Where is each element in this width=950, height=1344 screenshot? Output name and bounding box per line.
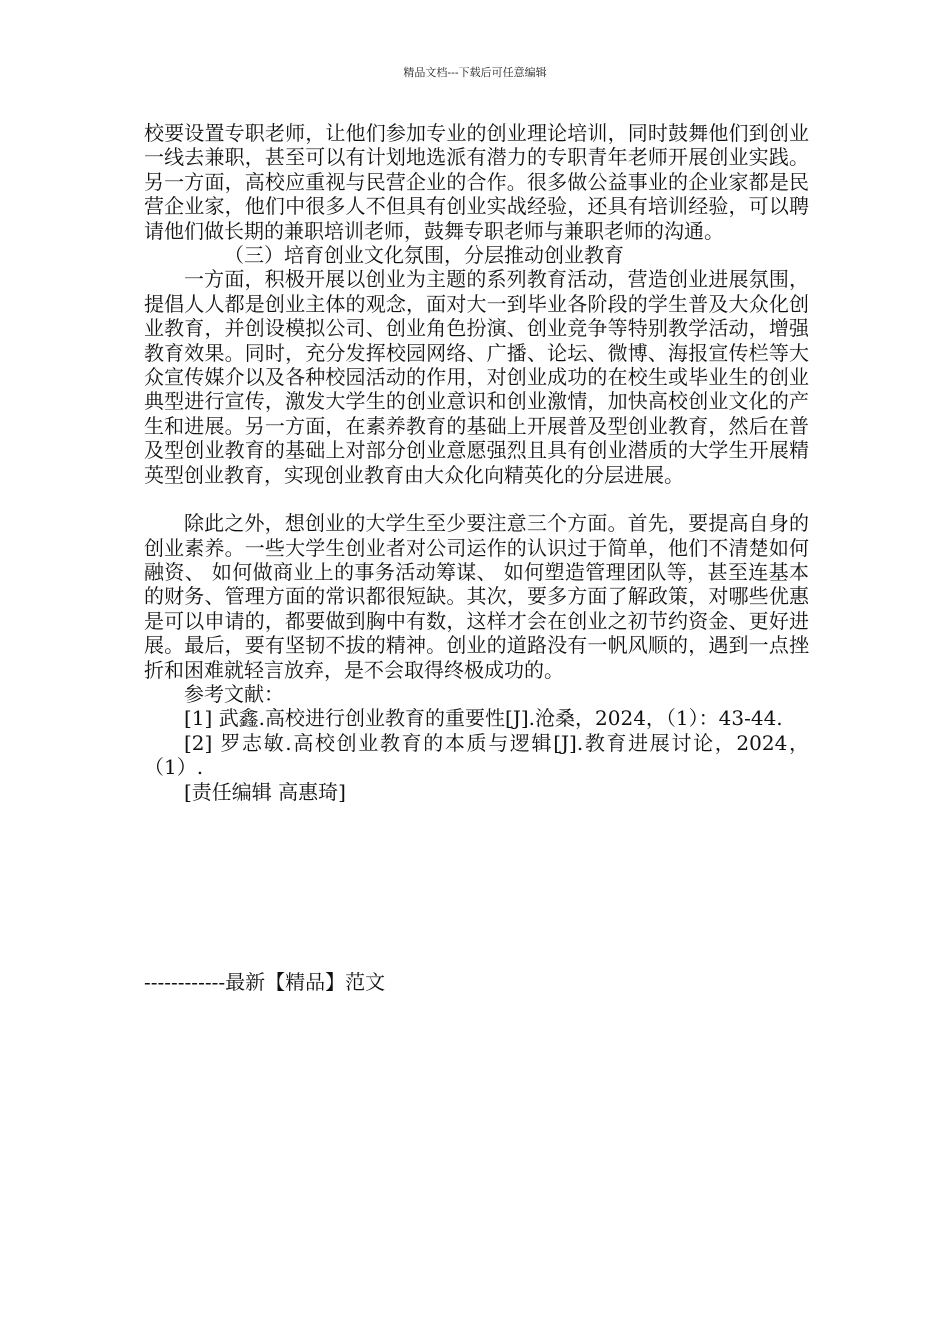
- section-heading: （三）培育创业文化氛围，分层推动创业教育: [224, 243, 624, 268]
- reference-item-2: [2] 罗志敏.高校创业教育的本质与逻辑[J].教育进展讨论，2024，（1）.: [144, 730, 809, 780]
- footer-tagline: ------------最新【精品】范文: [144, 970, 386, 994]
- paragraph-spacer: [144, 487, 809, 511]
- paragraph-advice: 除此之外，想创业的大学生至少要注意三个方面。首先，要提高自身的创业素养。一些大学生创业者对公司运作的认识过于简单，他们不清楚如何融资、 如何做商业上的事务活动筹谋、 如何塑造管理团队等，甚至连基本的财务、管理方面的常识都很短缺。其次，要多方面了解政策，对哪些优惠是可以申请的，都要做到胸中有数，这样才会在创业之初节约资金、更好进展。最后，要有坚韧不拔的精神。创业的道路没有一帆风顺的，遇到一点挫折和困难就轻言放弃，是不会取得终极成功的。: [144, 511, 809, 682]
- editor-note: [责任编辑 高惠琦]: [184, 779, 346, 804]
- page-header: 精品文档---下载后可任意编辑: [403, 66, 547, 79]
- paragraph-culture: 一方面，积极开展以创业为主题的系列教育活动，营造创业进展氛围，提倡人人都是创业主体的观念，面对大一到毕业各阶段的学生普及大众化创业教育，并创设模拟公司、创业角色扮演、创业竞争等特别教学活动，增强教育效果。同时，充分发挥校园网络、广播、论坛、微博、海报宣传栏等大众宣传媒介以及各种校园活动的作用，对创业成功的在校生或毕业生的创业典型进行宣传，激发大学生的创业意识和创业激情，加快高校创业文化的产生和进展。另一方面，在素养教育的基础上开展普及型创业教育，然后在普及型创业教育的基础上对部分创业意愿强烈且具有创业潜质的大学生开展精英型创业教育，实现创业教育由大众化向精英化的分层进展。: [144, 267, 809, 487]
- references-title: 参考文献：: [184, 681, 284, 706]
- paragraph-teachers: 校要设置专职老师，让他们参加专业的创业理论培训，同时鼓舞他们到创业一线去兼职，甚至可以有计划地选派有潜力的专职青年老师开展创业实践。另一方面，高校应重视与民营企业的合作。很多做公益事业的企业家都是民营企业家，他们中很多人不但具有创业实战经验，还具有培训经验，可以聘请他们做长期的兼职培训老师，鼓舞专职老师与兼职老师的沟通。: [144, 121, 809, 243]
- reference-item-1: [1] 武鑫.高校进行创业教育的重要性[J].沧桑，2024，（1）：43-44.: [184, 706, 783, 731]
- document-body: [144, 121, 809, 804]
